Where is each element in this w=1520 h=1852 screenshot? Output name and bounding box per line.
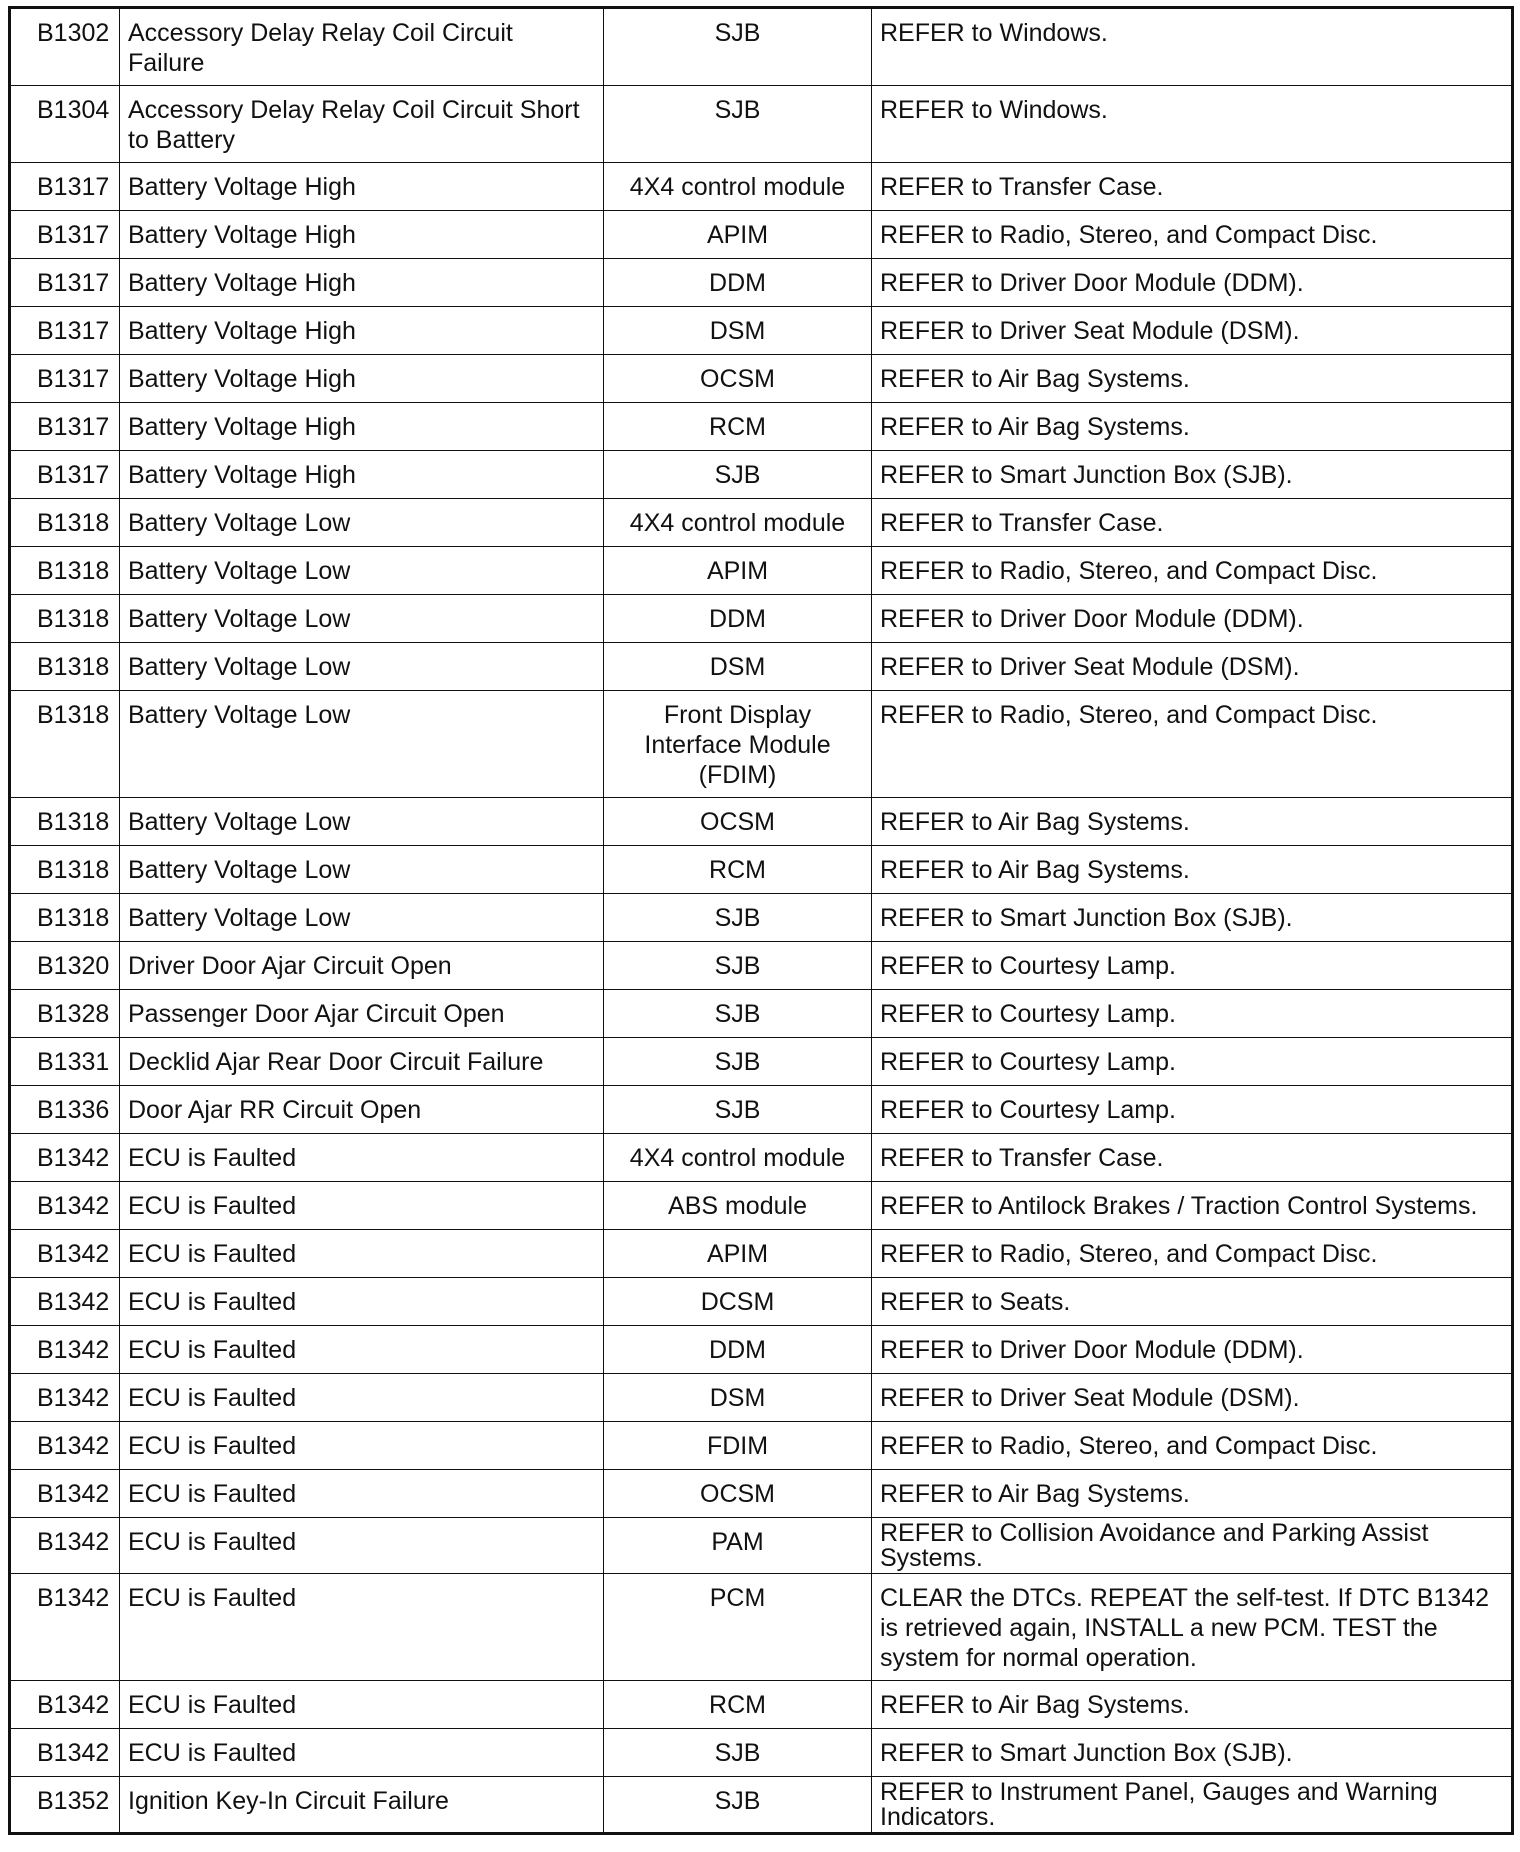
dtc-module-cell: DSM xyxy=(604,643,872,691)
dtc-action-cell: REFER to Driver Door Module (DDM). xyxy=(872,1326,1513,1374)
dtc-code-cell: B1317 xyxy=(10,259,120,307)
dtc-action-cell: REFER to Smart Junction Box (SJB). xyxy=(872,894,1513,942)
dtc-action-cell: REFER to Courtesy Lamp. xyxy=(872,942,1513,990)
dtc-code-cell: B1328 xyxy=(10,990,120,1038)
dtc-description-cell: Battery Voltage Low xyxy=(120,643,604,691)
dtc-code-cell: B1317 xyxy=(10,211,120,259)
dtc-action-cell: REFER to Seats. xyxy=(872,1278,1513,1326)
table-row xyxy=(10,990,1513,1038)
table-row xyxy=(10,691,1513,798)
dtc-module-cell: ABS module xyxy=(604,1182,872,1230)
dtc-action-cell: REFER to Smart Junction Box (SJB). xyxy=(872,451,1513,499)
table-row xyxy=(10,1729,1513,1777)
dtc-description-cell: ECU is Faulted xyxy=(120,1326,604,1374)
dtc-description-cell: Passenger Door Ajar Circuit Open xyxy=(120,990,604,1038)
dtc-module-cell: SJB xyxy=(604,8,872,86)
dtc-description-cell: Decklid Ajar Rear Door Circuit Failure xyxy=(120,1038,604,1086)
dtc-module-cell: DDM xyxy=(604,259,872,307)
dtc-action-cell: REFER to Antilock Brakes / Traction Control Systems. xyxy=(872,1182,1513,1230)
dtc-code-cell: B1318 xyxy=(10,846,120,894)
table-row xyxy=(10,403,1513,451)
dtc-description-cell: ECU is Faulted xyxy=(120,1134,604,1182)
dtc-code-cell: B1336 xyxy=(10,1086,120,1134)
dtc-description-cell: ECU is Faulted xyxy=(120,1681,604,1729)
dtc-module-cell: OCSM xyxy=(604,798,872,846)
dtc-table xyxy=(8,6,1514,1835)
dtc-module-cell: OCSM xyxy=(604,1470,872,1518)
table-row xyxy=(10,1470,1513,1518)
dtc-action-cell: REFER to Air Bag Systems. xyxy=(872,355,1513,403)
dtc-action-cell: REFER to Driver Door Module (DDM). xyxy=(872,595,1513,643)
dtc-module-cell: PAM xyxy=(604,1518,872,1574)
dtc-description-cell: ECU is Faulted xyxy=(120,1278,604,1326)
dtc-description-cell: Battery Voltage High xyxy=(120,211,604,259)
dtc-action-cell: REFER to Radio, Stereo, and Compact Disc. xyxy=(872,1230,1513,1278)
dtc-description-cell: ECU is Faulted xyxy=(120,1470,604,1518)
dtc-code-cell: B1331 xyxy=(10,1038,120,1086)
dtc-module-cell: RCM xyxy=(604,403,872,451)
dtc-module-cell: APIM xyxy=(604,1230,872,1278)
dtc-module-cell: SJB xyxy=(604,451,872,499)
dtc-action-cell: CLEAR the DTCs. REPEAT the self-test. If DTC B1342 is retrieved again, INSTALL a new PCM. TEST the system for normal operation. xyxy=(872,1574,1513,1681)
dtc-description-cell: Accessory Delay Relay Coil Circuit Failure xyxy=(120,8,604,86)
table-row xyxy=(10,1326,1513,1374)
dtc-code-cell: B1342 xyxy=(10,1470,120,1518)
dtc-action-cell: REFER to Air Bag Systems. xyxy=(872,1470,1513,1518)
table-row xyxy=(10,798,1513,846)
dtc-action-cell: REFER to Air Bag Systems. xyxy=(872,846,1513,894)
dtc-action-cell: REFER to Collision Avoidance and Parking Assist Systems. xyxy=(872,1518,1513,1574)
dtc-module-cell: SJB xyxy=(604,942,872,990)
dtc-module-cell: RCM xyxy=(604,1681,872,1729)
dtc-module-cell: SJB xyxy=(604,1729,872,1777)
dtc-description-cell: Battery Voltage Low xyxy=(120,894,604,942)
dtc-module-cell: RCM xyxy=(604,846,872,894)
table-row xyxy=(10,547,1513,595)
dtc-description-cell: Battery Voltage Low xyxy=(120,499,604,547)
table-row xyxy=(10,259,1513,307)
dtc-description-cell: Battery Voltage High xyxy=(120,403,604,451)
table-row xyxy=(10,86,1513,163)
table-row xyxy=(10,211,1513,259)
dtc-description-cell: Battery Voltage Low xyxy=(120,691,604,798)
dtc-action-cell: REFER to Driver Seat Module (DSM). xyxy=(872,643,1513,691)
dtc-code-cell: B1318 xyxy=(10,547,120,595)
table-row xyxy=(10,595,1513,643)
dtc-action-cell: REFER to Driver Door Module (DDM). xyxy=(872,259,1513,307)
table-row xyxy=(10,1230,1513,1278)
table-row xyxy=(10,1574,1513,1681)
dtc-table-body xyxy=(10,8,1513,1834)
dtc-module-cell: SJB xyxy=(604,1086,872,1134)
table-row xyxy=(10,1038,1513,1086)
table-row xyxy=(10,499,1513,547)
dtc-action-cell: REFER to Radio, Stereo, and Compact Disc. xyxy=(872,211,1513,259)
dtc-action-cell: REFER to Radio, Stereo, and Compact Disc. xyxy=(872,691,1513,798)
dtc-action-cell: REFER to Air Bag Systems. xyxy=(872,1681,1513,1729)
dtc-module-cell: FDIM xyxy=(604,1422,872,1470)
dtc-code-cell: B1317 xyxy=(10,451,120,499)
dtc-code-cell: B1342 xyxy=(10,1729,120,1777)
dtc-module-cell: 4X4 control module xyxy=(604,1134,872,1182)
dtc-action-cell: REFER to Transfer Case. xyxy=(872,163,1513,211)
dtc-code-cell: B1318 xyxy=(10,643,120,691)
dtc-description-cell: Driver Door Ajar Circuit Open xyxy=(120,942,604,990)
dtc-module-cell: DDM xyxy=(604,1326,872,1374)
dtc-module-cell: OCSM xyxy=(604,355,872,403)
dtc-module-cell: APIM xyxy=(604,547,872,595)
table-row xyxy=(10,355,1513,403)
dtc-module-cell: SJB xyxy=(604,1777,872,1834)
dtc-description-cell: Battery Voltage High xyxy=(120,355,604,403)
dtc-description-cell: Battery Voltage Low xyxy=(120,846,604,894)
dtc-module-cell: SJB xyxy=(604,894,872,942)
dtc-code-cell: B1342 xyxy=(10,1230,120,1278)
dtc-module-cell: DSM xyxy=(604,1374,872,1422)
table-row xyxy=(10,643,1513,691)
dtc-code-cell: B1318 xyxy=(10,691,120,798)
dtc-code-cell: B1342 xyxy=(10,1326,120,1374)
dtc-code-cell: B1317 xyxy=(10,355,120,403)
dtc-module-cell: PCM xyxy=(604,1574,872,1681)
dtc-module-cell: 4X4 control module xyxy=(604,163,872,211)
dtc-module-cell: 4X4 control module xyxy=(604,499,872,547)
table-row xyxy=(10,307,1513,355)
dtc-description-cell: Battery Voltage Low xyxy=(120,547,604,595)
dtc-module-cell: SJB xyxy=(604,990,872,1038)
table-row xyxy=(10,1681,1513,1729)
table-row xyxy=(10,451,1513,499)
dtc-module-cell: DSM xyxy=(604,307,872,355)
table-row xyxy=(10,1182,1513,1230)
dtc-action-cell: REFER to Air Bag Systems. xyxy=(872,403,1513,451)
dtc-action-cell: REFER to Driver Seat Module (DSM). xyxy=(872,1374,1513,1422)
dtc-code-cell: B1318 xyxy=(10,798,120,846)
table-row xyxy=(10,846,1513,894)
dtc-action-cell: REFER to Radio, Stereo, and Compact Disc. xyxy=(872,1422,1513,1470)
dtc-action-cell: REFER to Courtesy Lamp. xyxy=(872,1038,1513,1086)
dtc-description-cell: Battery Voltage High xyxy=(120,163,604,211)
dtc-action-cell: REFER to Air Bag Systems. xyxy=(872,798,1513,846)
dtc-code-cell: B1342 xyxy=(10,1374,120,1422)
dtc-code-cell: B1352 xyxy=(10,1777,120,1834)
dtc-module-cell: DDM xyxy=(604,595,872,643)
dtc-action-cell: REFER to Courtesy Lamp. xyxy=(872,990,1513,1038)
dtc-action-cell: REFER to Driver Seat Module (DSM). xyxy=(872,307,1513,355)
dtc-code-cell: B1318 xyxy=(10,595,120,643)
dtc-description-cell: ECU is Faulted xyxy=(120,1374,604,1422)
dtc-description-cell: Battery Voltage High xyxy=(120,307,604,355)
table-row xyxy=(10,942,1513,990)
table-row xyxy=(10,8,1513,86)
dtc-module-cell: SJB xyxy=(604,86,872,163)
dtc-description-cell: Battery Voltage Low xyxy=(120,595,604,643)
table-row xyxy=(10,1422,1513,1470)
dtc-module-cell: DCSM xyxy=(604,1278,872,1326)
dtc-code-cell: B1320 xyxy=(10,942,120,990)
dtc-action-cell: REFER to Courtesy Lamp. xyxy=(872,1086,1513,1134)
dtc-code-cell: B1304 xyxy=(10,86,120,163)
dtc-action-cell: REFER to Radio, Stereo, and Compact Disc. xyxy=(872,547,1513,595)
dtc-code-cell: B1317 xyxy=(10,403,120,451)
table-row xyxy=(10,1278,1513,1326)
dtc-description-cell: ECU is Faulted xyxy=(120,1574,604,1681)
dtc-code-cell: B1302 xyxy=(10,8,120,86)
dtc-module-cell: APIM xyxy=(604,211,872,259)
dtc-code-cell: B1342 xyxy=(10,1278,120,1326)
dtc-code-cell: B1317 xyxy=(10,307,120,355)
dtc-description-cell: Battery Voltage High xyxy=(120,259,604,307)
dtc-code-cell: B1342 xyxy=(10,1182,120,1230)
dtc-description-cell: ECU is Faulted xyxy=(120,1182,604,1230)
dtc-action-cell: REFER to Transfer Case. xyxy=(872,1134,1513,1182)
dtc-description-cell: Battery Voltage High xyxy=(120,451,604,499)
dtc-description-cell: Accessory Delay Relay Coil Circuit Short to Battery xyxy=(120,86,604,163)
dtc-action-cell: REFER to Instrument Panel, Gauges and Warning Indicators. xyxy=(872,1777,1513,1834)
dtc-description-cell: Ignition Key-In Circuit Failure xyxy=(120,1777,604,1834)
dtc-description-cell: ECU is Faulted xyxy=(120,1230,604,1278)
dtc-module-cell: SJB xyxy=(604,1038,872,1086)
dtc-code-cell: B1342 xyxy=(10,1518,120,1574)
dtc-description-cell: ECU is Faulted xyxy=(120,1729,604,1777)
dtc-module-cell: Front Display Interface Module (FDIM) xyxy=(604,691,872,798)
dtc-code-cell: B1317 xyxy=(10,163,120,211)
dtc-description-cell: Battery Voltage Low xyxy=(120,798,604,846)
table-row xyxy=(10,1086,1513,1134)
dtc-action-cell: REFER to Windows. xyxy=(872,86,1513,163)
dtc-description-cell: ECU is Faulted xyxy=(120,1518,604,1574)
dtc-code-cell: B1342 xyxy=(10,1134,120,1182)
dtc-action-cell: REFER to Transfer Case. xyxy=(872,499,1513,547)
dtc-code-cell: B1318 xyxy=(10,499,120,547)
table-row xyxy=(10,1134,1513,1182)
dtc-code-cell: B1342 xyxy=(10,1681,120,1729)
dtc-code-cell: B1318 xyxy=(10,894,120,942)
dtc-description-cell: Door Ajar RR Circuit Open xyxy=(120,1086,604,1134)
dtc-description-cell: ECU is Faulted xyxy=(120,1422,604,1470)
dtc-action-cell: REFER to Windows. xyxy=(872,8,1513,86)
dtc-code-cell: B1342 xyxy=(10,1574,120,1681)
table-row xyxy=(10,1777,1513,1834)
table-row xyxy=(10,894,1513,942)
dtc-code-cell: B1342 xyxy=(10,1422,120,1470)
table-row xyxy=(10,1518,1513,1574)
dtc-action-cell: REFER to Smart Junction Box (SJB). xyxy=(872,1729,1513,1777)
table-row xyxy=(10,163,1513,211)
table-row xyxy=(10,1374,1513,1422)
